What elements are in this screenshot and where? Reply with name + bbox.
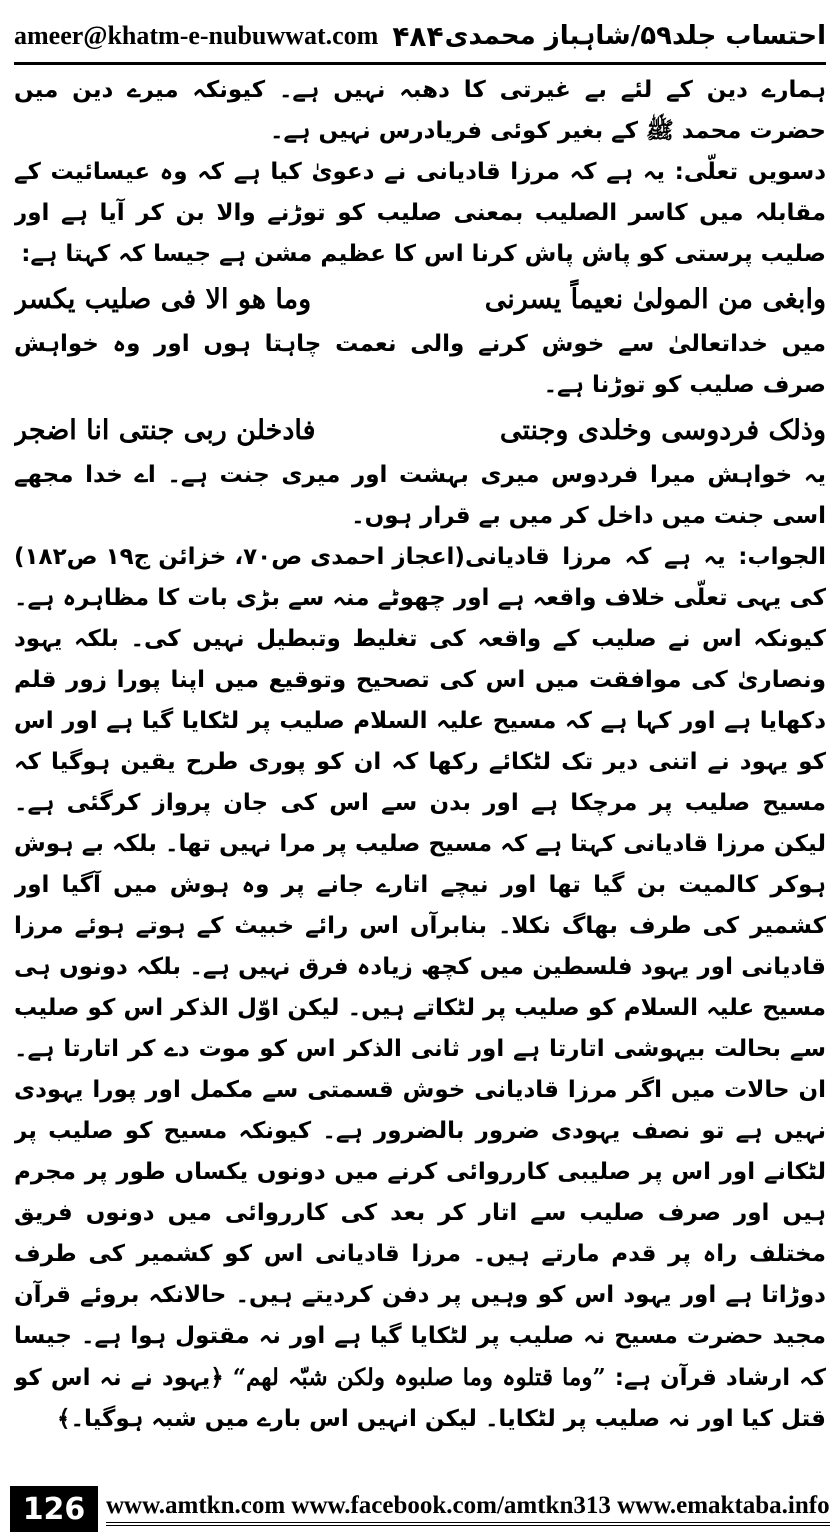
page-footer [10,1484,830,1534]
header-page-number: ۴۸۴ [392,19,444,53]
quran-translation: ﴿یہود نے نہ اس کو قتل کیا اور نہ صلیب پر لٹکایا۔ لیکن انہیں اس بارے میں شبہ ہوگیا۔﴾ [14,1365,826,1432]
footer-urls[interactable]: www.amtkn.com www.facebook.com/amtkn313 www.emaktaba.info [106,1492,830,1526]
page-header [14,10,826,65]
quran-quote: ”وما قتلوہ وما صلبوہ ولکن شبّہ لھم“ [232,1364,606,1391]
verse-2 [14,410,826,451]
paragraph-2 [14,152,826,275]
paragraph-5-heading: الجواب: [738,544,826,570]
verse-2-right: وذلک فردوسی وخلدی وجنتی [499,415,826,446]
verse-1-left: وما ھو الا فی صلیب یکسر [14,284,312,315]
citation: (اعجاز احمدی ص۷۰، خزائن ج۱۹ ص۱۸۲) [14,544,465,570]
paragraph-4-text: یہ خواہش میرا فردوس میری بہشت اور میری جنت ہے۔ اے خدا مجھے اسی جنت میں داخل کر میں بے قرار ہوں۔ [14,462,826,529]
paragraph-2-heading: دسویں تعلّی: [674,159,826,185]
paragraph-2-text: یہ ہے کہ مرزا قادیانی نے دعویٰ کیا ہے کہ وہ عیسائیت کے مقابلہ میں کاسر الصلیب بمعنی صلیب کو توڑنے والا بن کر آیا ہے اور صلیب پرستی کو پاش پاش کرنا اس کا عظیم مشن ہے جیسا کہ کہتا ہے: [14,159,826,267]
verse-1 [14,279,826,320]
header-left [14,20,444,53]
header-email[interactable]: ameer@khatm-e-nubuwwat.com [14,21,379,50]
verse-1-right: وابغی من المولیٰ نعیماً یسرنی [484,284,826,315]
page-body [14,70,826,1468]
paragraph-5-text: یہ ہے کہ مرزا قادیانی کی یہی تعلّی خلاف واقعہ ہے اور چھوٹے منہ سے بڑی بات کا مظاہرہ ہے۔ کیونکہ اس نے صلیب کے واقعہ کی تغلیط وتبطیل نہیں کی۔ بلکہ یہود ونصاریٰ کی موافقت میں اس کی تصحیح وتوقیع میں اپنا پورا زور قلم دکھایا ہے اور کہا ہے کہ مسیح علیہ السلام صلیب پر لٹکایا گیا ہے اور اس کو یہود نے اتنی دیر تک لٹکائے رکھا کہ ان کو پوری طرح یقین ہوگیا کہ مسیح صلیب پر مرچکا ہے اور بدن سے اس کی جان پرواز کرگئی ہے۔ لیکن مرزا قادیانی کہتا ہے کہ مسیح صلیب پر مرا نہیں تھا۔ بلکہ بے ہوش ہوکر کالمیت بن گیا تھا اور نیچے اتارے جانے پر وہ ہوش میں آگیا اور کشمیر کی طرف بھاگ نکلا۔ بنابرآں اس رائے خبیث کے ہوتے ہوئے مرزا قادیانی اور یہود فلسطین میں کچھ زیادہ فرق نہیں ہے۔ بلکہ دونوں ہی مسیح علیہ السلام کو صلیب پر لٹکاتے ہیں۔ لیکن اوّل الذکر اس کو صلیب سے بحالت بیہوشی اتارتا ہے اور ثانی الذکر اس کو موت دے کر اتارتا ہے۔ ان حالات میں اگر مرزا قادیانی خوش قسمتی سے مکمل اور پورا یہودی نہیں ہے تو نصف یہودی ضرور بالضرور ہے۔ کیونکہ مسیح کو صلیب پر لٹکانے اور اس پر صلیبی کارروائی کرنے میں دونوں یکساں طور پر مجرم ہیں اور صرف صلیب سے اتار کر بعد کی کارروائی میں دونوں فریق مختلف راہ پر قدم مارتے ہیں۔ مرزا قادیانی اس کو کشمیر کی طرف دوڑاتا ہے اور یہود اس کو وہیں پر دفن کردیتے ہیں۔ حالانکہ بروئے قرآن مجید حضرت مسیح نہ صلیب پر لٹکایا گیا ہے اور نہ مقتول ہوا ہے۔ جیسا کہ ارشاد قرآن ہے: [14,544,826,1391]
paragraph-3: میں خداتعالیٰ سے خوش کرنے والی نعمت چاہتا ہوں اور وہ خواہش صرف صلیب کو توڑنا ہے۔ [14,331,826,398]
verse-2-left: فادخلن ربی جنتی انا اضجر [14,415,316,446]
footer-page-number: 126 [10,1486,98,1532]
paragraph-5 [14,537,826,1440]
paragraph-1: ہمارے دین کے لئے بے غیرتی کا دھبہ نہیں ہے۔ کیونکہ میرے دین میں حضرت محمد ﷺ کے بغیر کوئی فریادرس نہیں ہے۔ [14,77,826,144]
header-running-title: احتساب جلد۵۹/شاہباز محمدی [444,21,826,51]
